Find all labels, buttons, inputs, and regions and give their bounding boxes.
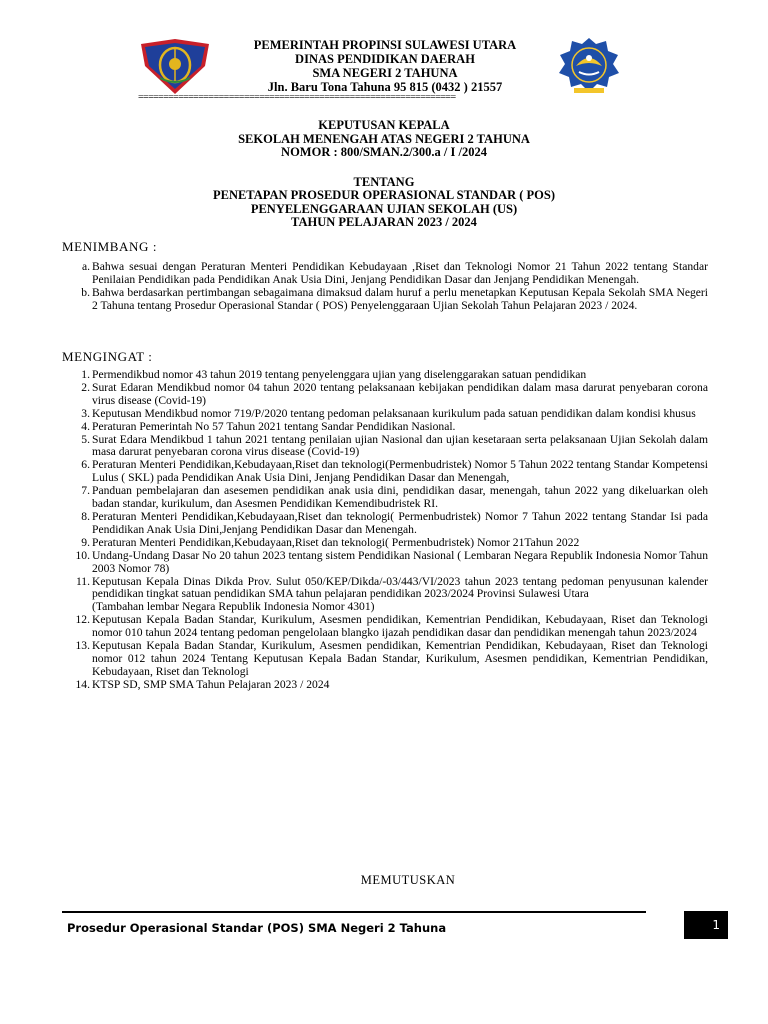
menimbang-label: MENIMBANG : <box>62 239 158 254</box>
list-item-text: Keputusan Kepala Badan Standar, Kurikulum, Asesmen pendidikan, Kementrian Pendidikan, Kebudayaan, Riset dan Teknologi nomor 010 tahun 2024 tentang pedoman pengelolaan blangko ijazah pendidikan dasar dan pendidikan menengah tahun 2023/2024 <box>92 613 708 640</box>
decree-title-line2: SEKOLAH MENENGAH ATAS NEGERI 2 TAHUNA <box>238 131 530 146</box>
list-item <box>62 537 708 550</box>
decree-tentang: TENTANG <box>353 174 415 189</box>
list-item-text: Peraturan Menteri Pendidikan,Kebudayaan,Riset dan teknologi( Permenbudristek) Nomor 21Tahun 2022 <box>92 535 580 549</box>
list-item <box>62 261 708 287</box>
list-item-text: Surat Edara Mendikbud 1 tahun 2021 tentang penilaian ujian Nasional dan ujian kesetaraan serta pelaksanaan Ujian Sekolah dalam masa darurat penyebaran corona virus disease (Covid-19) <box>92 432 708 459</box>
letterhead-divider: =============================================================== <box>138 92 456 103</box>
list-item-marker: 9. <box>81 535 90 549</box>
decree-title-line1: KEPUTUSAN KEPALA <box>318 118 450 132</box>
list-item-marker: b. <box>81 285 90 299</box>
mengingat-label: MENGINGAT : <box>62 349 153 364</box>
list-item-marker: 5. <box>81 432 90 446</box>
memutuskan-heading: MEMUTUSKAN <box>360 873 456 887</box>
list-item-text: Keputusan Kepala Badan Standar, Kurikulum, Asesmen pendidikan, Kementrian Pendidikan, Kebudayaan, Riset dan Teknologi nomor 012 tahun 2024 Tentang Keputusan Kepala Badan Standar, Kurikulum, Asesmen pendidikan, Kementrian Pendidikan, Kebudayaan, Riset dan Teknologi <box>92 639 708 678</box>
letterhead-address: Jln. Baru Tona Tahuna 95 815 (0432 ) 21557 <box>267 80 503 94</box>
list-item-marker: 11. <box>75 574 90 588</box>
list-item-marker: 12. <box>75 613 90 627</box>
list-item-text: Keputusan Kepala Dinas Dikda Prov. Sulut 050/KEP/Dikda/-03/443/VI/2023 tahun 2023 tentang pedoman penyusunan kalender pendidikan tingkat satuan pendidikan SMA tahun pelajaran pendidikan 2023/2024 Provinsi Sulawesi Utara (Tambahan lembar Negara Republik Indonesia Nomor 4301) <box>92 574 708 614</box>
list-item <box>62 459 708 485</box>
list-item <box>62 640 708 679</box>
list-item <box>62 434 708 460</box>
list-item <box>62 421 708 434</box>
list-item-text: Panduan pembelajaran dan asesemen pendidikan anak usia dini, pendidikan dasar, menengah, tahun 2022 yang dikeluarkan oleh badan standar, kurikulum, dan Asesmen Pendidikan Kemendibudristek RI. <box>92 484 708 511</box>
letterhead-department: DINAS PENDIDIKAN DAERAH <box>295 52 475 66</box>
letterhead-school: SMA NEGERI 2 TAHUNA <box>312 66 458 80</box>
footer-divider <box>62 911 646 913</box>
list-item-marker: a. <box>81 260 90 273</box>
list-item <box>62 408 708 421</box>
list-item-text: KTSP SD, SMP SMA Tahun Pelajaran 2023 / 2024 <box>92 677 330 691</box>
list-item <box>62 485 708 511</box>
list-item <box>62 369 708 382</box>
decree-subject-line2: PENYELENGGARAAN UJIAN SEKOLAH (US) <box>250 201 518 216</box>
list-item-text: Keputusan Mendikbud nomor 719/P/2020 tentang pedoman pelaksanaan kurikulum pada satuan pendidikan dalam kondisi khusus <box>92 406 696 420</box>
list-item <box>62 382 708 408</box>
letterhead-government: PEMERINTAH PROPINSI SULAWESI UTARA <box>253 38 517 52</box>
list-item <box>62 576 708 615</box>
list-item <box>62 614 708 640</box>
menimbang-list <box>62 261 708 313</box>
list-item-text: Bahwa sesuai dengan Peraturan Menteri Pendidikan Kebudayaan ,Riset dan Teknologi Nomor 21 Tahun 2022 tentang Standar Penilaian Pendidikan pada Pendidikan Anak Usia Dini, Jenjang Pendidikan Dasar dan Jenjang Pendidikan Menengah. <box>92 260 708 286</box>
list-item-marker: 13. <box>75 639 90 653</box>
list-item <box>62 287 708 313</box>
list-item-text: Surat Edaran Mendikbud nomor 04 tahun 2020 tentang pelaksanaan kebijakan pendidikan dalam masa darurat penyebaran corona virus disease (Covid-19) <box>92 380 708 407</box>
decree-title <box>0 119 768 230</box>
mengingat-list <box>62 369 708 692</box>
list-item-text: Bahwa berdasarkan pertimbangan sebagaimana dimaksud dalam huruf a perlu menetapkan Keputusan Kepala Sekolah SMA Negeri 2 Tahuna tentang Prosedur Operasional Standar ( POS) Penyelenggaraan Ujian Sekolah Tahun Pelajaran 2023 / 2024. <box>92 285 708 312</box>
list-item-text: Peraturan Menteri Pendidikan,Kebudayaan,Riset dan teknologi(Permenbudristek) Nomor 5 Tahun 2022 tentang Standar Kompetensi Lulus ( SKL) pada Pendidikan Anak Usia Dini, Jenjang Pendidikan Dasar dan Menengah, <box>92 458 708 485</box>
letterhead <box>200 38 570 94</box>
list-item-marker: 1. <box>81 368 90 381</box>
list-item-text: Peraturan Pemerintah No 57 Tahun 2021 tentang Sandar Pendidikan Nasional. <box>92 419 456 433</box>
footer-document-title: Prosedur Operasional Standar (POS) SMA Negeri 2 Tahuna <box>67 921 447 935</box>
list-item <box>62 550 708 576</box>
list-item-marker: 7. <box>81 484 90 498</box>
list-item-marker: 2. <box>81 380 90 394</box>
list-item-marker: 8. <box>81 509 90 523</box>
decree-subject-line3: TAHUN PELAJARAN 2023 / 2024 <box>291 215 477 229</box>
list-item-text: Undang-Undang Dasar No 20 tahun 2023 tentang sistem Pendidikan Nasional ( Lembaran Negara Republik Indonesia Nomor Tahun 2003 Nomor 78) <box>92 548 708 575</box>
decree-subject-line1: PENETAPAN PROSEDUR OPERASIONAL STANDAR ( POS) <box>212 188 556 202</box>
list-item-marker: 10. <box>75 548 90 562</box>
list-item-text: Permendikbud nomor 43 tahun 2019 tentang penyelenggara ujian yang diselenggarakan satuan pendidikan <box>92 368 587 381</box>
list-item-marker: 6. <box>81 458 90 472</box>
list-item-text: Peraturan Menteri Pendidikan,Kebudayaan,Riset dan teknologi( Permenbudristek) Nomor 7 Tahun 2022 tentang Standar Isi pada Pendidikan Anak Usia Dini,Jenjang Pendidikan Dasar dan Menengah. <box>92 509 708 536</box>
page-number: 1 <box>684 911 728 939</box>
list-item-marker: 3. <box>81 406 90 420</box>
list-item-marker: 14. <box>75 677 90 691</box>
list-item <box>62 679 708 692</box>
list-item-marker: 4. <box>81 419 90 433</box>
decree-number: NOMOR : 800/SMAN.2/300.a / I /2024 <box>281 145 487 159</box>
list-item <box>62 511 708 537</box>
